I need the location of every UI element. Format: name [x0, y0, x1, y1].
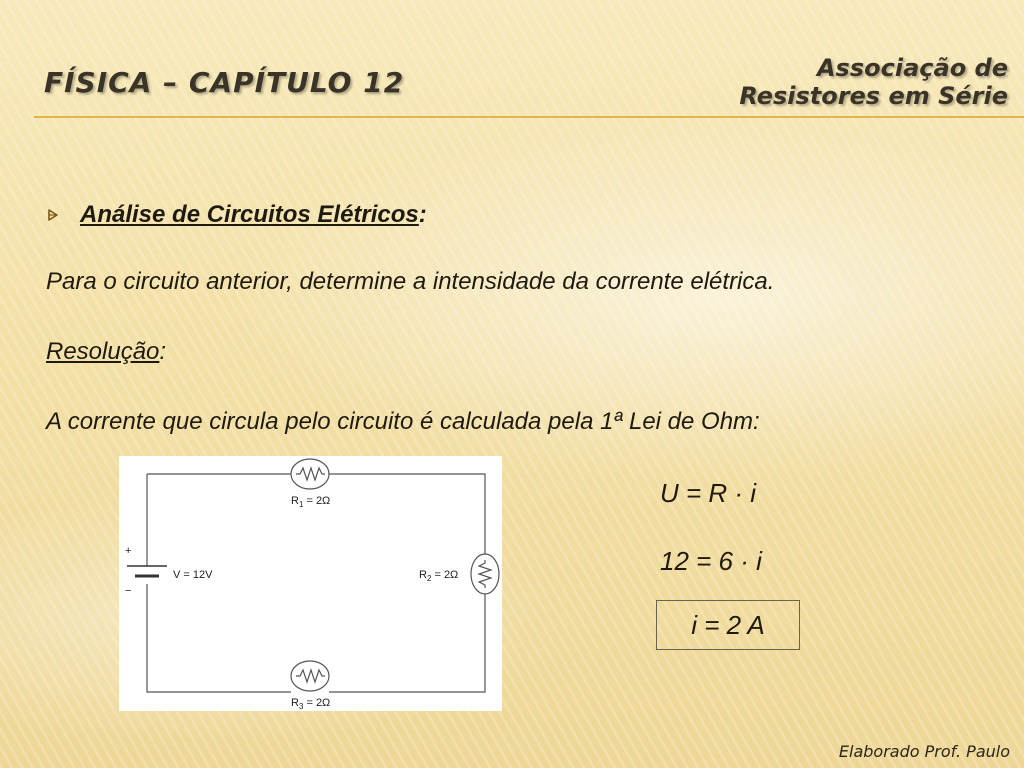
footer-author: Elaborado Prof. Paulo [838, 742, 1010, 761]
resistor-r1-symbol [291, 459, 329, 489]
resolution-label: Resolução [46, 338, 160, 365]
arrow-bullet-icon [46, 208, 60, 222]
resolution-colon: : [159, 338, 167, 365]
resistor-r1-label: $R_1 = 2\Omega$ [291, 495, 331, 509]
chapter-title: FÍSICA – CAPÍTULO 12 [44, 66, 405, 99]
topic-title-line2: Resistores em Série [739, 82, 1008, 110]
topic-title [739, 54, 1008, 110]
section-heading: Análise de Circuitos Elétricos [80, 201, 419, 228]
circuit-diagram [119, 456, 502, 711]
resistor-r2-label: $R_2 = 2\Omega$ [419, 569, 459, 583]
topic-title-line1: Associação de [816, 54, 1008, 82]
battery-symbol [127, 566, 167, 576]
resistor-r3-symbol [291, 661, 329, 691]
ohm-law-text: A corrente que circula pelo circuito é calculada pela 1ª Lei de Ohm: [46, 408, 760, 435]
header-divider [34, 116, 1024, 118]
equation-substitution: 12 = 6 · i [660, 546, 762, 576]
battery-plus-sign: + [125, 545, 132, 557]
bullet-heading-row [46, 198, 427, 232]
battery-minus-sign: − [125, 585, 132, 597]
resistor-r3-label: $R_3 = 2\Omega$ [291, 697, 331, 711]
result-box [656, 600, 800, 650]
equation-ohm: U = R · i [660, 478, 757, 508]
question-text: Para o circuito anterior, determine a intensidade da corrente elétrica. [46, 268, 775, 295]
section-heading-colon: : [418, 201, 427, 228]
resistor-r2-symbol [471, 554, 499, 594]
resolution-line [46, 338, 166, 366]
battery-label: V = 12V [173, 569, 213, 581]
result-text: i = 2 A [691, 609, 765, 640]
